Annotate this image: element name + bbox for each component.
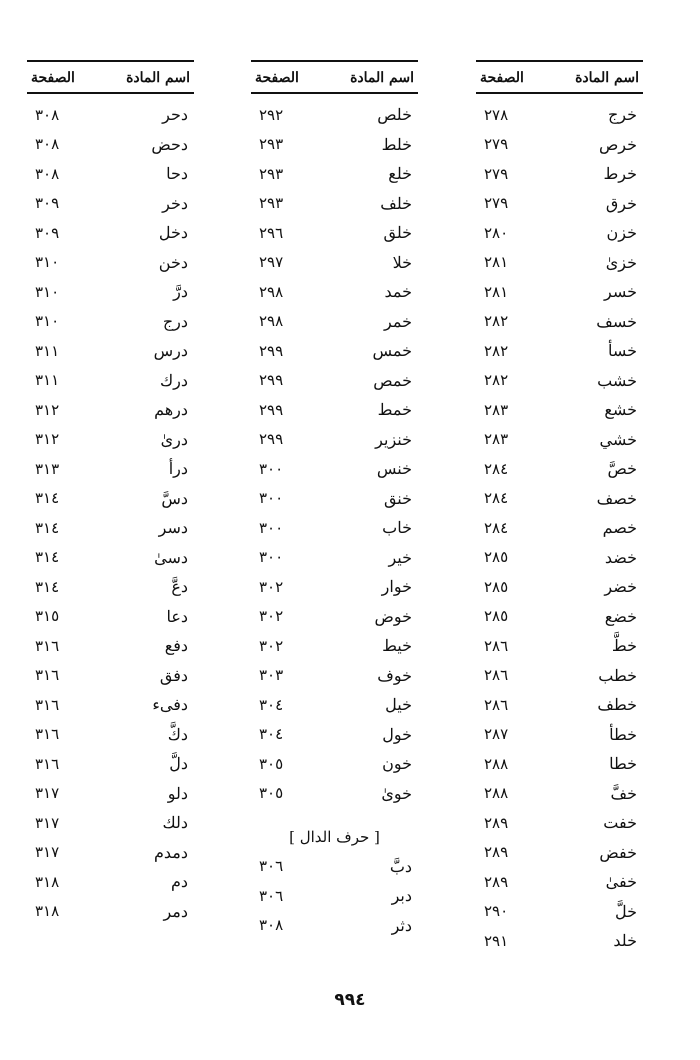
entry-page: ٣١١ (35, 341, 60, 360)
index-entry (476, 867, 643, 897)
entry-page: ٢٨٨ (484, 754, 509, 773)
entry-term: خمد (384, 282, 412, 302)
index-entry (476, 897, 643, 927)
index-entry (476, 838, 643, 868)
entry-page: ٢٨١ (484, 282, 509, 301)
entry-page: ٢٩٨ (259, 282, 284, 301)
entry-term: خضع (604, 606, 637, 626)
entry-term: خرص (598, 134, 637, 154)
entry-page: ٣١٤ (35, 548, 60, 567)
entry-term: خزیٰ (605, 252, 637, 272)
entry-term: خول (382, 724, 412, 744)
entry-term: درَّ (173, 282, 188, 302)
entry-term: خير (388, 547, 412, 567)
index-entry (251, 189, 418, 219)
index-entry (27, 572, 194, 602)
entry-page: ٣٠٥ (259, 754, 284, 773)
index-entry (27, 218, 194, 248)
entry-page: ٢٨٤ (484, 459, 509, 478)
entry-page: ٣٠٤ (259, 725, 284, 744)
index-entry (27, 602, 194, 632)
entry-page: ٣٠٢ (259, 607, 284, 626)
entry-page: ٣١٦ (35, 666, 60, 685)
entry-page: ٢٨٤ (484, 518, 509, 537)
entry-page: ٣٠٢ (259, 577, 284, 596)
entry-page: ٣٠٠ (259, 489, 284, 508)
entry-page: ٢٨٧ (484, 725, 509, 744)
entry-term: خشي (599, 429, 637, 449)
entry-term: خفت (603, 813, 637, 833)
entry-page: ٣٠٠ (259, 459, 284, 478)
index-entry (476, 779, 643, 809)
index-column-right (476, 60, 643, 956)
entry-page: ٢٧٩ (484, 135, 509, 154)
entry-page: ٣١٠ (35, 312, 60, 331)
entry-page: ٢٩٣ (259, 164, 284, 183)
entry-page: ٢٨٦ (484, 666, 509, 685)
entry-term: خطأ (609, 724, 637, 744)
entry-term: خشع (604, 400, 637, 420)
index-entry (476, 631, 643, 661)
entry-page: ٣١٨ (35, 902, 60, 921)
entry-term: خلق (383, 223, 412, 243)
entry-term: خفَّ (610, 783, 637, 803)
entry-term: خطَّ (611, 636, 637, 656)
index-entry (27, 867, 194, 897)
entry-page: ٢٨٩ (484, 872, 509, 891)
entry-page: ٣٠٤ (259, 695, 284, 714)
entry-page: ٢٩٩ (259, 371, 284, 390)
index-entry (27, 779, 194, 809)
index-entry (476, 425, 643, 455)
entry-term: دبَّ (389, 856, 412, 876)
index-entry (476, 277, 643, 307)
index-entry (476, 749, 643, 779)
entry-page: ٣١٧ (35, 784, 60, 803)
entry-term: دسر (158, 518, 188, 538)
entry-term: خضر (604, 577, 637, 597)
entry-term: دلك (162, 813, 188, 833)
entry-term: دمدم (154, 842, 188, 862)
index-entry (251, 307, 418, 337)
index-entry (251, 454, 418, 484)
index-entry (251, 852, 418, 882)
entry-page: ٣١٦ (35, 725, 60, 744)
entry-page: ٢٨٢ (484, 312, 509, 331)
entry-page: ٣٠٦ (259, 857, 284, 876)
entry-page: ٣٠٦ (259, 886, 284, 905)
index-entry (476, 366, 643, 396)
entry-term: خصم (602, 518, 637, 538)
index-entry (27, 159, 194, 189)
index-entry (27, 513, 194, 543)
entry-term: دعا (166, 606, 188, 626)
entry-page: ٢٨٣ (484, 400, 509, 419)
entry-term: دبر (391, 886, 412, 906)
entry-term: دخن (158, 252, 188, 272)
entry-page: ٣١٤ (35, 518, 60, 537)
index-entry (27, 277, 194, 307)
index-entry (476, 454, 643, 484)
entry-term: خفیٰ (605, 872, 637, 892)
index-entry (476, 484, 643, 514)
entry-term: درك (159, 370, 188, 390)
index-entry (476, 572, 643, 602)
entry-page: ٣١٤ (35, 489, 60, 508)
entry-page: ٢٩٣ (259, 135, 284, 154)
entry-term: خمط (377, 400, 412, 420)
index-entry (476, 248, 643, 278)
index-entry (27, 661, 194, 691)
entry-page: ٣١٠ (35, 253, 60, 272)
entry-term: خشب (597, 370, 637, 390)
entry-term: دفیء (152, 695, 188, 715)
entry-term: خنق (383, 488, 412, 508)
index-entry (27, 838, 194, 868)
entry-term: خمص (373, 370, 412, 390)
index-entry (27, 543, 194, 573)
index-entry (27, 808, 194, 838)
entry-page: ٢٩٨ (259, 312, 284, 331)
entry-term: خلا (392, 252, 412, 272)
entry-page: ٢٩٧ (259, 253, 284, 272)
index-column-left (27, 60, 194, 926)
entry-term: دخل (158, 223, 188, 243)
entry-term: دكَّ (167, 724, 188, 744)
index-entry (251, 159, 418, 189)
index-entry (476, 602, 643, 632)
index-entry (251, 690, 418, 720)
index-entry (251, 881, 418, 911)
entry-page: ٢٨٥ (484, 607, 509, 626)
entry-term: دثر (391, 915, 412, 935)
entry-term: دسیٰ (154, 547, 188, 567)
entry-page: ٣٠٩ (35, 223, 60, 242)
index-entry (251, 779, 418, 809)
entry-term: دفق (159, 665, 188, 685)
entry-page: ٣١٢ (35, 400, 60, 419)
entry-page: ٣١٦ (35, 695, 60, 714)
entry-page: ٣١٦ (35, 636, 60, 655)
entry-term: خسر (604, 282, 637, 302)
index-entry (476, 808, 643, 838)
entry-term: دلَّ (169, 754, 188, 774)
entry-term: خون (382, 754, 412, 774)
index-entry (476, 926, 643, 956)
entry-term: دحر (162, 105, 188, 125)
entry-page: ٢٨٨ (484, 784, 509, 803)
index-entry (476, 130, 643, 160)
index-entry (251, 366, 418, 396)
index-entry (476, 218, 643, 248)
entry-term: خطف (597, 695, 637, 715)
page-header: الصفحة (480, 70, 524, 86)
entry-page: ٢٩١ (484, 931, 509, 950)
entry-page: ٣١٧ (35, 843, 60, 862)
index-entry (27, 454, 194, 484)
entry-term: خوار (381, 577, 412, 597)
entry-page: ٣٠٠ (259, 518, 284, 537)
entry-term: دحا (166, 164, 188, 184)
entry-page: ٣١٥ (35, 607, 60, 626)
entry-term: درج (162, 311, 188, 331)
index-entry (27, 897, 194, 927)
index-column-middle (251, 60, 418, 940)
entry-term: خصَّ (607, 459, 637, 479)
entry-page: ٣٠٨ (35, 164, 60, 183)
index-entry (476, 720, 643, 750)
entry-term: خرج (607, 105, 637, 125)
term-header: اسم المادة (575, 70, 639, 86)
entry-term: خمر (384, 311, 412, 331)
entry-page: ٣١٨ (35, 872, 60, 891)
entry-term: خلص (377, 105, 412, 125)
entry-page: ٢٨٣ (484, 430, 509, 449)
entry-page: ٢٨٥ (484, 577, 509, 596)
index-rows (476, 100, 643, 956)
index-entry (476, 159, 643, 189)
entry-term: خلع (388, 164, 412, 184)
entry-term: خوض (374, 606, 412, 626)
index-entry (251, 100, 418, 130)
entry-term: خنزير (375, 429, 412, 449)
column-header (27, 60, 194, 94)
index-entry (27, 307, 194, 337)
entry-term: خلد (613, 931, 637, 951)
index-entry (27, 425, 194, 455)
index-entry (251, 277, 418, 307)
entry-page: ٣٠٢ (259, 636, 284, 655)
entry-page: ٣٠٠ (259, 548, 284, 567)
entry-page: ٢٨٦ (484, 636, 509, 655)
index-entry (476, 543, 643, 573)
index-entry (251, 631, 418, 661)
entry-page: ٣٠٨ (35, 105, 60, 124)
entry-term: خفض (599, 842, 637, 862)
entry-term: خوف (377, 665, 412, 685)
entry-term: خلَّ (614, 901, 637, 921)
index-entry (251, 425, 418, 455)
entry-page: ٣٠٣ (259, 666, 284, 685)
index-entry (27, 395, 194, 425)
entry-page: ٣١٠ (35, 282, 60, 301)
entry-term: دخر (162, 193, 188, 213)
entry-page: ٣٠٨ (259, 916, 284, 935)
entry-term: خطا (609, 754, 637, 774)
entry-page: ٢٩٣ (259, 194, 284, 213)
entry-term: خسأ (607, 341, 637, 361)
index-entry (251, 911, 418, 941)
entry-term: خاب (382, 518, 412, 538)
index-entry (27, 690, 194, 720)
entry-page: ٢٨٦ (484, 695, 509, 714)
entry-page: ٢٨٩ (484, 843, 509, 862)
entry-page: ٢٨٩ (484, 813, 509, 832)
page-header: الصفحة (255, 70, 299, 86)
entry-page: ٢٩٢ (259, 105, 284, 124)
entry-term: دحض (151, 134, 188, 154)
column-header (251, 60, 418, 94)
entry-term: خلط (381, 134, 412, 154)
entry-page: ٢٨٥ (484, 548, 509, 567)
entry-term: خرق (605, 193, 637, 213)
index-entry (251, 720, 418, 750)
entry-term: دفع (164, 636, 188, 656)
entry-page: ٢٨٠ (484, 223, 509, 242)
entry-page: ٢٩٩ (259, 341, 284, 360)
entry-page: ٢٧٩ (484, 194, 509, 213)
entry-term: دمر (163, 901, 188, 921)
index-entry (27, 631, 194, 661)
index-rows (27, 100, 194, 926)
term-header: اسم المادة (126, 70, 190, 86)
index-rows (251, 100, 418, 808)
index-entry (251, 661, 418, 691)
entry-term: دم (170, 872, 188, 892)
entry-page: ٢٩٩ (259, 430, 284, 449)
index-entry (476, 661, 643, 691)
entry-term: درأ (168, 459, 188, 479)
index-entry (476, 336, 643, 366)
entry-page: ٣١٤ (35, 577, 60, 596)
entry-page: ٣١٦ (35, 754, 60, 773)
section-title: [ حرف الدال ] (289, 827, 380, 846)
entry-term: خضد (604, 547, 637, 567)
entry-page: ٢٧٩ (484, 164, 509, 183)
index-entry (27, 484, 194, 514)
entry-term: خرط (603, 164, 637, 184)
index-entry (27, 366, 194, 396)
index-entry (27, 336, 194, 366)
entry-term: دسَّ (161, 488, 188, 508)
entry-term: خطب (598, 665, 637, 685)
entry-term: خزن (606, 223, 637, 243)
index-entry (251, 602, 418, 632)
entry-page: ٣١٧ (35, 813, 60, 832)
section-rows (251, 852, 418, 941)
index-entry (27, 720, 194, 750)
entry-page: ٢٨٢ (484, 341, 509, 360)
entry-page: ٢٨٤ (484, 489, 509, 508)
entry-term: خویٰ (381, 783, 412, 803)
index-entry (251, 395, 418, 425)
entry-term: خسف (596, 311, 637, 331)
page-header: الصفحة (31, 70, 75, 86)
index-entry (476, 513, 643, 543)
index-entry (27, 130, 194, 160)
index-entry (251, 336, 418, 366)
index-entry (476, 100, 643, 130)
entry-page: ٢٨٢ (484, 371, 509, 390)
index-entry (476, 395, 643, 425)
index-entry (27, 749, 194, 779)
index-entry (476, 307, 643, 337)
entry-term: خمس (372, 341, 412, 361)
entry-term: دعَّ (171, 577, 188, 597)
index-entry (27, 100, 194, 130)
term-header: اسم المادة (350, 70, 414, 86)
entry-term: خصف (596, 488, 637, 508)
entry-term: دریٰ (160, 429, 188, 449)
entry-page: ٢٩٦ (259, 223, 284, 242)
index-entry (251, 513, 418, 543)
entry-page: ٣٠٥ (259, 784, 284, 803)
entry-page: ٢٩٠ (484, 902, 509, 921)
index-entry (251, 248, 418, 278)
page-number: ٩٩٤ (334, 990, 366, 1010)
index-entry (251, 543, 418, 573)
entry-page: ٢٧٨ (484, 105, 509, 124)
entry-term: درهم (154, 400, 188, 420)
index-entry (27, 248, 194, 278)
index-entry (476, 189, 643, 219)
entry-page: ٣١٣ (35, 459, 60, 478)
column-header (476, 60, 643, 94)
entry-page: ٢٨١ (484, 253, 509, 272)
entry-page: ٣٠٨ (35, 135, 60, 154)
entry-page: ٣٠٩ (35, 194, 60, 213)
entry-term: خنس (376, 459, 412, 479)
index-entry (251, 484, 418, 514)
entry-term: دلو (167, 783, 188, 803)
index-entry (251, 749, 418, 779)
entry-term: خيط (382, 636, 412, 656)
index-entry (476, 690, 643, 720)
entry-page: ٢٩٩ (259, 400, 284, 419)
index-entry (27, 189, 194, 219)
entry-page: ٣١١ (35, 371, 60, 390)
entry-term: خيل (385, 695, 412, 715)
entry-term: خلف (380, 193, 412, 213)
entry-page: ٣١٢ (35, 430, 60, 449)
index-entry (251, 572, 418, 602)
index-entry (251, 130, 418, 160)
index-entry (251, 218, 418, 248)
entry-term: درس (153, 341, 188, 361)
